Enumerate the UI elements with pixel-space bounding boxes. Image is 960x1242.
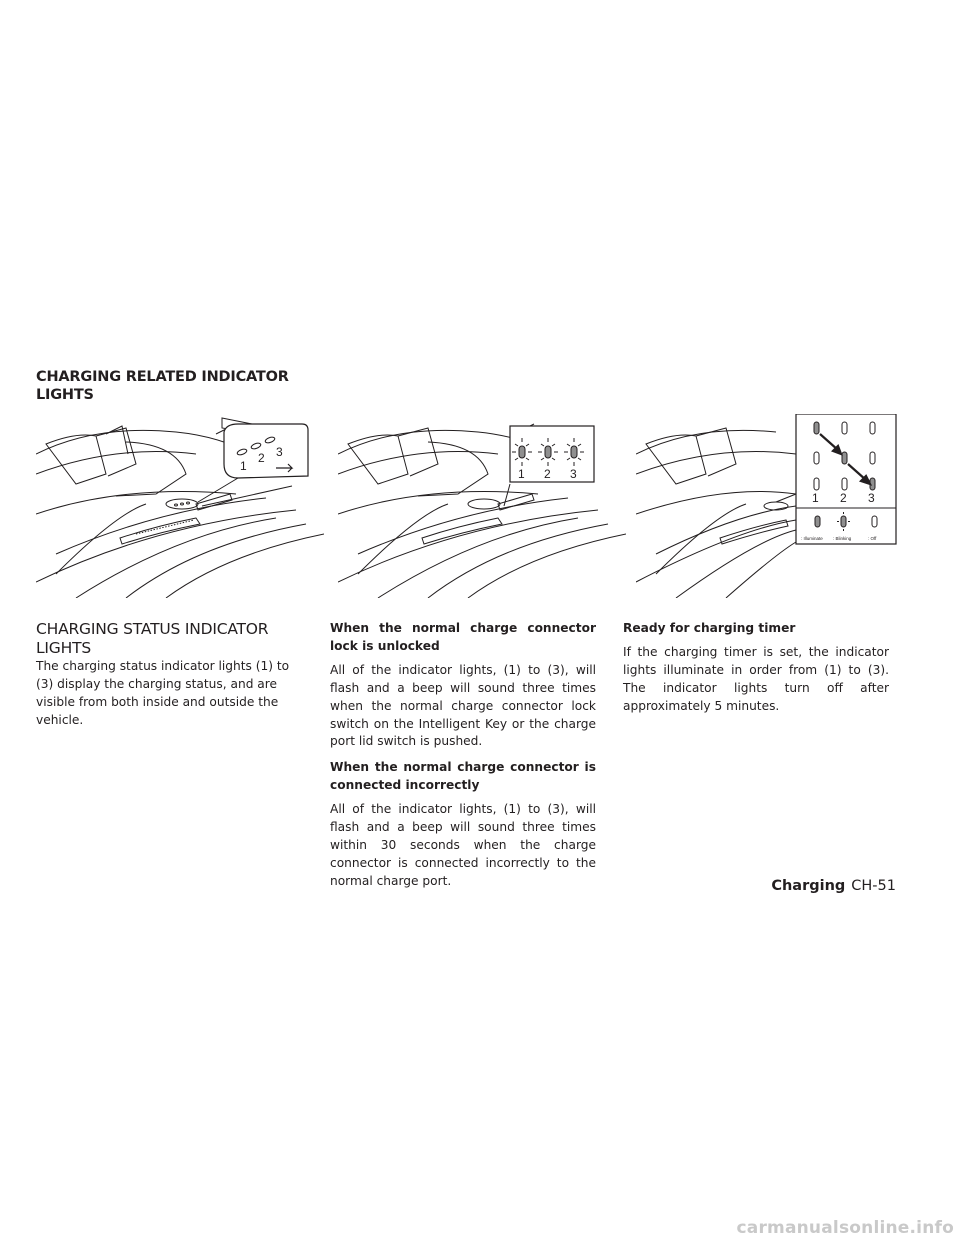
figure-lights-flashing <box>338 414 626 598</box>
connector-incorrect-text: All of the indicator lights, (1) to (3), will flash and a beep will sound three times within 30 seconds when the charge connector is connected incorrectly to the normal charge port. <box>330 802 596 888</box>
subsection-heading: CHARGING STATUS INDICATOR LIGHTS <box>36 620 269 657</box>
figure-indicator-location <box>36 414 324 598</box>
chapter-name: Charging <box>771 878 846 894</box>
page-number: CH-51 <box>851 878 896 894</box>
dashboard-illustration-3 <box>636 414 924 598</box>
connector-unlocked-text: All of the indicator lights, (1) to (3), will flash and a beep will sound three times when the normal charge connector lock switch on the Intelligent Key or the charge port lid switch is pushed. <box>330 662 596 749</box>
callout-1: 1 <box>240 459 247 473</box>
legend-off: : Off <box>868 536 877 541</box>
column-3 <box>623 620 889 716</box>
callout-2: 2 <box>544 467 551 481</box>
section-title: CHARGING RELATED INDICATOR LIGHTS <box>36 369 289 403</box>
figure-charging-timer-sequence <box>636 414 924 598</box>
column-1 <box>36 620 302 730</box>
column-2 <box>330 620 596 891</box>
callout-3: 3 <box>570 467 577 481</box>
charging-timer-text: If the charging timer is set, the indicator lights illuminate in order from (1) to (3). The indicator lights turn off after approximately 5 minutes. <box>623 644 889 713</box>
callout-2: 2 <box>840 491 847 505</box>
callout-1: 1 <box>812 491 819 505</box>
legend-blinking: : Blinking <box>833 536 852 541</box>
callout-3: 3 <box>868 491 875 505</box>
connector-unlocked-heading: When the normal charge connector lock is unlocked <box>330 621 596 653</box>
callout-2: 2 <box>258 451 265 465</box>
watermark: carmanualsonline.info <box>736 1218 954 1238</box>
callout-1: 1 <box>518 467 525 481</box>
callout-3: 3 <box>276 445 283 459</box>
legend-illuminate: : Illuminate <box>801 536 823 541</box>
connector-incorrect-heading: When the normal charge connector is connected incorrectly <box>330 760 596 793</box>
page-footer <box>771 878 896 894</box>
charging-timer-heading: Ready for charging timer <box>623 621 796 635</box>
dashboard-illustration-2 <box>338 414 626 598</box>
dashboard-illustration-1 <box>36 414 324 598</box>
intro-paragraph: The charging status indicator lights (1) to (3) display the charging status, and are visible from both inside and outside the vehicle. <box>36 659 290 727</box>
